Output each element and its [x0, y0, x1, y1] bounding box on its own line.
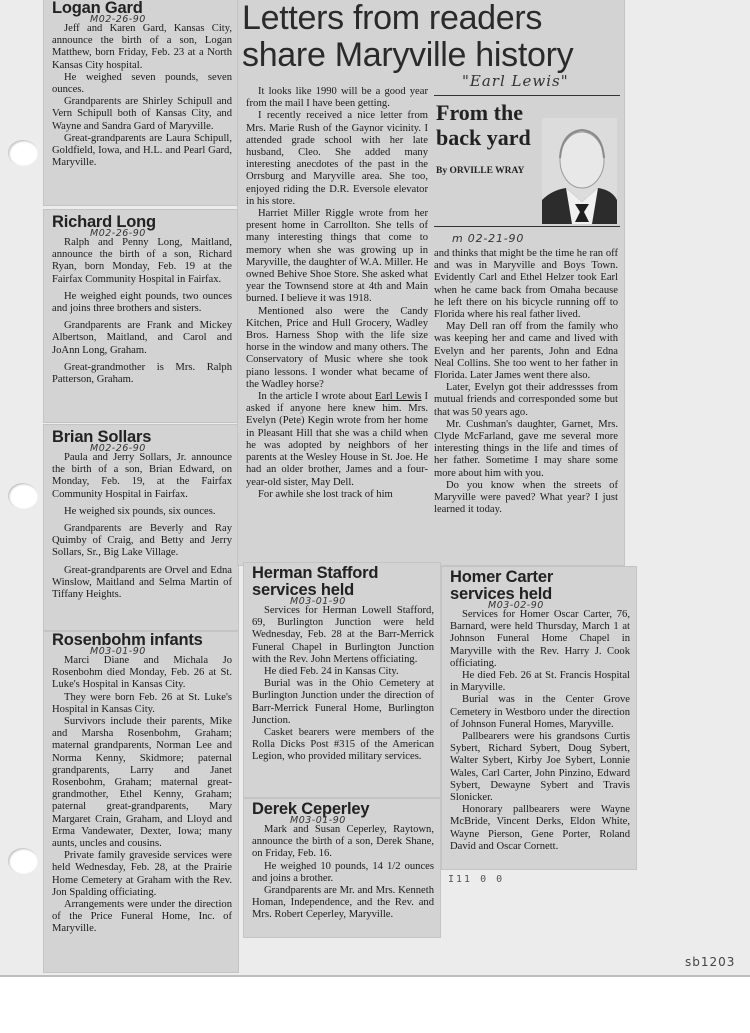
underlined-name: Earl Lewis — [375, 391, 422, 403]
headline: Herman Stafford — [252, 564, 379, 582]
punch-hole — [8, 483, 38, 509]
headline: Rosenbohm infants — [52, 632, 203, 649]
paragraph: Jeff and Karen Gard, Kansas City, announce the birth of a son, Logan Matthew, born Friday, Feb. 23 at a North Kansas City hospital. — [52, 23, 232, 71]
paragraph: Great-grandparents are Orvel and Edna Winslow, Maitland and Selma Martin of Tiffany Heights. — [52, 564, 232, 601]
handwritten-date: M03-01-90 — [290, 815, 346, 826]
clipping-rosenbohm-infants — [44, 632, 238, 972]
paragraph: Ralph and Penny Long, Maitland, announce the birth of a son, Richard Ryan, born Monday, Feb. 19 at the Fairfax Community Hospital in Fairfax. — [52, 237, 232, 285]
text: In the article I wrote about — [258, 391, 376, 403]
handwritten-date: M03-01-90 — [290, 596, 346, 607]
headline: services held — [252, 581, 354, 599]
paragraph: Services for Homer Oscar Carter, 76, Barnard, were held Thursday, March 1 at Johnson Funeral Home Chapel in Maryville with the Rev. Harry J. Cook officiating. — [450, 609, 630, 669]
paragraph: Do you know when the streets of Maryville were paved? What year? I just learned it today. — [434, 479, 618, 516]
divider — [434, 226, 620, 227]
paragraph: Great-grandparents are Laura Schipull, Goldfield, Iowa, and H.L. and Pearl Gard, Maryville. — [52, 132, 232, 169]
paragraph: Mr. Cushman's daughter, Garnet, Mrs. Clyde McFarland, gave me several more interesting things in the life and times of her father. Sometime I may share some more about him with you. — [434, 418, 618, 479]
headline: Derek Ceperley — [252, 800, 370, 818]
paragraph: For awhile she lost track of him — [258, 488, 393, 500]
headline: services held — [450, 585, 552, 603]
handwritten-date: M03-01-90 — [90, 646, 146, 657]
clipping-logan-gard — [44, 0, 238, 205]
paragraph — [246, 391, 428, 489]
paragraph: He weighed eight pounds, two ounces and joins three brothers and sisters. — [52, 290, 232, 315]
paragraph: I recently received a nice letter from Mrs. Marie Rush of the Gaynor vicinity. I attended grade school with her late husband, Cleo. She added many interesting anecdotes of the past in the Orrsburg and Maryville area. She too, enjoyed riding the D.R. Eversole elevator in his store. — [246, 110, 428, 207]
handwritten-note: "Earl Lewis" — [462, 72, 569, 90]
punch-hole — [8, 848, 38, 874]
paragraph: Casket bearers were members of the Rolla Dicks Post #315 of the American Legion, who provided military services. — [252, 727, 434, 763]
paragraph: Mentioned also were the Candy Kitchen, Price and Hull Grocery, Wadley Bros. Harness Shop with the life size horse in the window and many others. The Conservatory of Music where she took piano lessons. I wonder what became of the Wadley horse? — [246, 305, 428, 390]
paragraph: Burial was in the Ohio Cemetery at Burlington Junction under the direction of Barr-Merrick Funeral Home, Burlington Junction. — [252, 678, 434, 726]
paragraph: He weighed seven pounds, seven ounces. — [52, 71, 232, 96]
clipping-brian-sollars — [44, 425, 238, 630]
handwritten-date: M03-02-90 — [488, 600, 544, 611]
paragraph: Private family graveside services were held Wednesday, Feb. 28, at the Prairie Home Cemetery at Graham with the Rev. Jon Spalding officiating. — [52, 850, 232, 898]
paragraph: Grandparents are Shirley Schipull and Vern Schipull both of Kansas City, and Wayne and Sandra Gard of Maryville. — [52, 96, 232, 132]
clipping-derek-ceperley — [244, 799, 440, 937]
article-banner — [242, 0, 573, 74]
divider — [434, 95, 620, 96]
banner-line: share Maryville history — [242, 36, 574, 74]
catalog-number: sb1203 — [685, 955, 736, 969]
paragraph: Pallbearers were his grandsons Curtis Sybert, Richard Sybert, Doug Sybert, Walter Sybert, Kirby Joe Sybert, Lonnie Wales, Carl Carter, John Pinzino, Edward Sybert, Dewayne Sybert and Travis Slonicker. — [450, 731, 630, 804]
text: I asked if anyone here knew him. Mrs. Evelyn (Pete) Kegin wrote from her home in Pleasant Hill that she was a child when he was adopted by neighbors of her parents at the Wesley House in St. Joe. He had an older brother, James and a four-year-old sister, May Dell. — [246, 391, 428, 488]
clipping-homer-carter — [442, 567, 636, 869]
column-masthead — [436, 100, 546, 176]
paragraph: He died Feb. 24 in Kansas City. — [264, 666, 399, 678]
paragraph: Honorary pallbearers were Wayne McBride, Vincent Derks, Eldon White, Wayne Pierson, Gene Porter, Roland David and Oscar Cornett. — [450, 804, 630, 852]
paragraph: Grandparents are Frank and Mickey Albertson, Maitland, and Carol and JoAnn Long, Graham. — [52, 320, 232, 356]
letters-column-1 — [238, 86, 434, 501]
paragraph: It looks like 1990 will be a good year from the mail I have been getting. — [246, 86, 428, 110]
paragraph: Survivors include their parents, Mike and Marsha Rosenbohm, Graham; maternal grandparents, Norman Lee and Norma Kenny, Skidmore; paternal grandparents, Larry and Janet Rosenbohm, Graham; maternal great-grandmother, Ethel Kenny, Graham; paternal great-grandparents, Mary Margaret Crain, Graham, and Lloyd and Erma Vandewater, Dexter, Iowa; many aunts, uncles and cousins. — [52, 716, 232, 850]
headline: Homer Carter — [450, 568, 554, 586]
handwritten-date: M02-26-90 — [90, 14, 146, 25]
page-marks: I11 0 0 — [448, 874, 505, 885]
paragraph: May Dell ran off from the family who was keeping her and came and lived with Evelyn and her parents, John and Edna Neal Collins. She too went to her father in Florida. Later James went there also. — [434, 321, 618, 382]
paragraph: Burial was in the Center Grove Cemetery in Westboro under the direction of Johnson Funeral Homes, Maryville. — [450, 694, 630, 730]
handwritten-date: M02-26-90 — [90, 443, 146, 454]
paragraph: Grandparents are Beverly and Ray Quimby of Craig, and Betty and Jerry Sollars, Sr., Big Lake Village. — [52, 523, 232, 559]
handwritten-date: M02-26-90 — [90, 228, 146, 239]
clipping-herman-stafford — [244, 563, 440, 797]
paragraph: They were born Feb. 26 at St. Luke's Hospital in Kansas City. — [52, 691, 232, 715]
paragraph: Grandparents are Mr. and Mrs. Kenneth Homan, Independence, and the Rev. and Mrs. Robert Ceperley, Maryville. — [252, 885, 434, 921]
letters-column-2 — [426, 248, 624, 516]
headline: Brian Sollars — [52, 428, 152, 446]
paragraph: Services for Herman Lowell Stafford, 69, Burlington Junction were held Wednesday, Feb. 28 at the Barr-Merrick Funeral Chapel in Burlington Junction with the Rev. John Mertens officiating. — [252, 605, 434, 665]
byline: By ORVILLE WRAY — [436, 166, 525, 176]
paragraph: He weighed six pounds, six ounces. — [64, 505, 216, 517]
paragraph: He weighed 10 pounds, 14 1/2 ounces and joins a brother. — [252, 860, 434, 884]
headline: Richard Long — [52, 213, 156, 231]
paragraph: Harriet Miller Riggle wrote from her present home in Carrollton. She tells of many interesting things that come to memory when she was growing up in Maryville, the daughter of W.A. Miller. He owned Behive Shoe Store. She asked what year the Townsend store at 4th and Main burned. I believe it was 1918. — [246, 208, 428, 305]
paragraph: Paula and Jerry Sollars, Jr. announce the birth of a son, Brian Edward, on Monday, Feb. 19, at the Fairfax Community Hospital in Fairfax. — [52, 452, 232, 500]
clipping-richard-long — [44, 210, 238, 422]
punch-hole — [8, 140, 38, 166]
author-photo — [542, 118, 617, 224]
headline: Logan Gard — [52, 0, 143, 17]
paragraph: Arrangements were under the direction of the Price Funeral Home, Inc. of Maryville. — [52, 899, 232, 935]
paragraph: He died Feb. 26 at St. Francis Hospital in Maryville. — [450, 670, 630, 694]
paragraph: Marci Diane and Michala Jo Rosenbohm died Monday, Feb. 26 at St. Luke's Hospital in Kansas City. — [52, 655, 232, 691]
column-title: From the back yard — [436, 100, 531, 150]
banner-line: Letters from readers — [242, 0, 543, 37]
paragraph: and thinks that might be the time he ran off and was in Maryville and Boys Town. Evidently Carl and Ethel Helzer took Earl when he came back from Omaha because he left there on his bicycle running off to Florida where his real father lived. — [434, 248, 618, 321]
paragraph: Great-grandmother is Mrs. Ralph Patterson, Graham. — [52, 361, 232, 386]
paragraph: Later, Evelyn got their addressses from mutual friends and corresponded some but that was 50 years ago. — [434, 382, 618, 418]
handwritten-date: m 02-21-90 — [452, 232, 525, 245]
paragraph: Mark and Susan Ceperley, Raytown, announce the birth of a son, Derek Shane, on Friday, Feb. 16. — [252, 824, 434, 860]
